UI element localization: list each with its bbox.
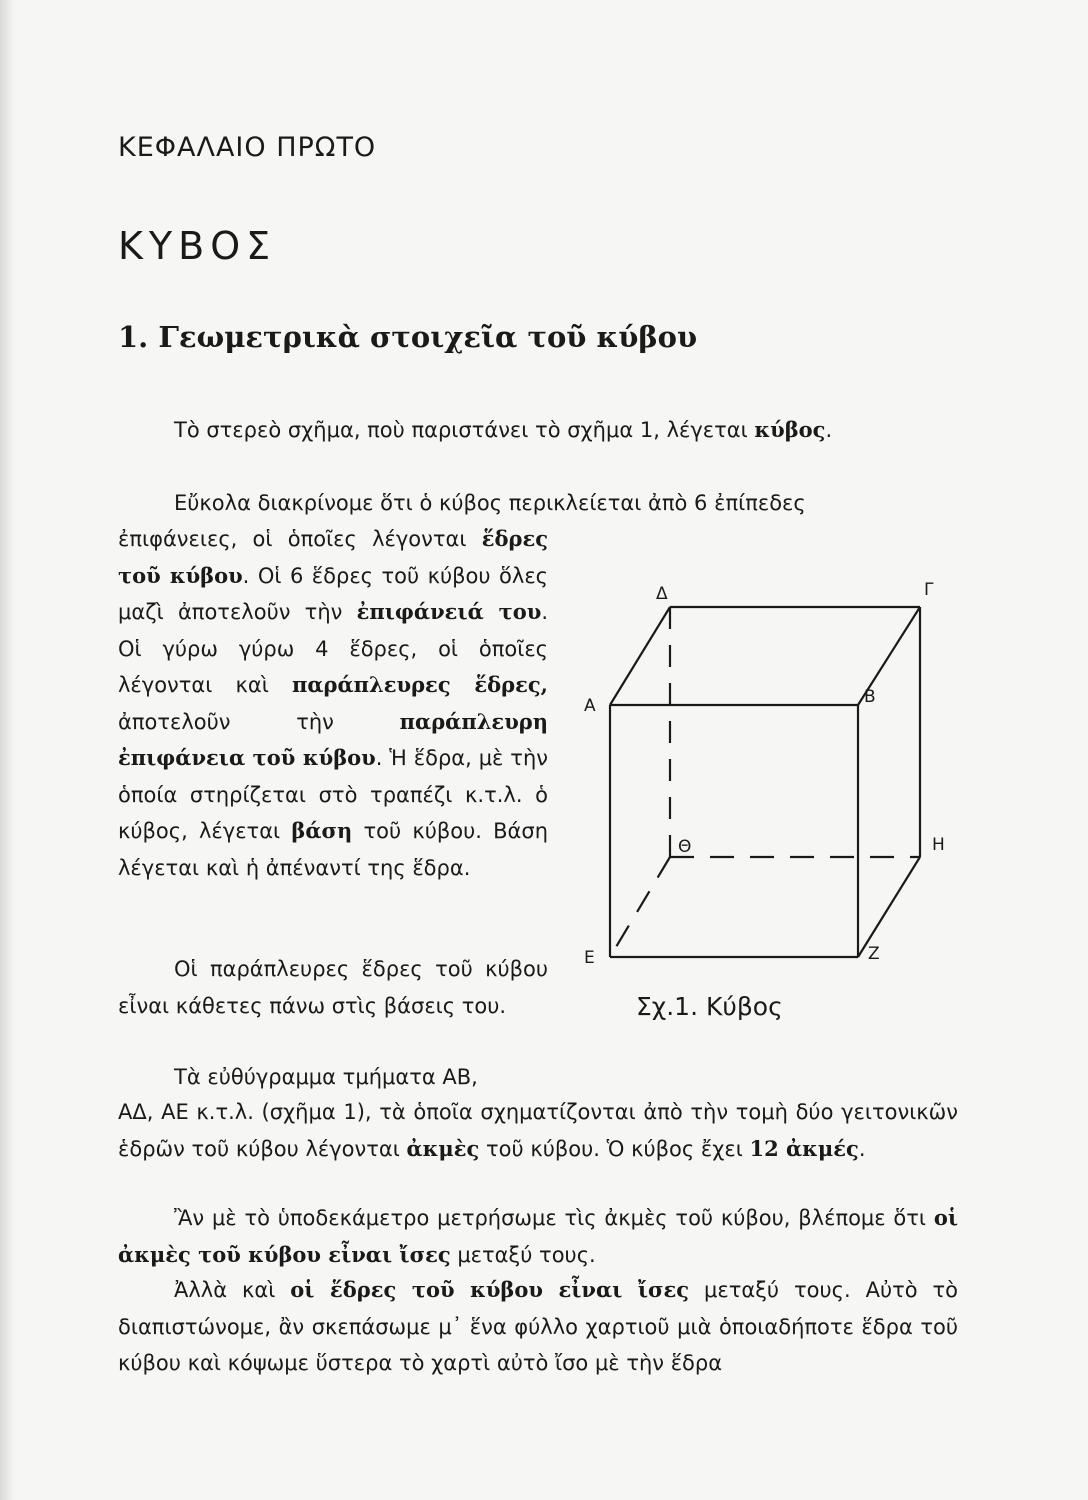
term-paraplevres-edres: παράπλευρες ἕδρες, <box>292 672 548 697</box>
paragraph-1-end: . <box>825 418 833 442</box>
chapter-title: ΚΥΒΟΣ <box>118 224 277 268</box>
paragraph-6 <box>118 1272 958 1382</box>
vertex-label-h: Η <box>932 835 945 855</box>
edge-the-hidden <box>610 857 670 957</box>
vertex-label-g: Γ <box>924 580 934 600</box>
paragraph-5-text-a: Ἂν μὲ τὸ ὑποδεκάμετρο μετρήσωμε τὶς ἀκμὲς τοῦ κύβου, βλέπομε ὅτι <box>174 1206 934 1230</box>
chapter-label: ΚΕΦΑΛΑΙΟ ΠΡΩΤΟ <box>118 132 377 163</box>
paragraph-4-text-a: ΑΔ, ΑΕ κ.τ.λ. (σχῆμα 1), τὰ ὁποῖα σχηματίζονται ἀπὸ τὴν τομὴ δύο γειτονικῶν ἑδρῶν τοῦ κύβου λέγονται <box>118 1100 958 1161</box>
vertex-label-d: Δ <box>656 584 668 604</box>
figure-caption: Σχ.1. Κύβος <box>636 992 783 1021</box>
cube-figure <box>578 575 968 975</box>
vertex-label-th: Θ <box>678 837 692 857</box>
paragraph-4-first-line: Τὰ εὐθύγραμμα τμήματα ΑΒ, <box>174 1065 478 1089</box>
term-edres-ises: οἱ ἕδρες τοῦ κύβου εἶναι ἴσες <box>290 1277 690 1302</box>
term-epifaneia: ἐπιφάνειά του <box>356 599 542 624</box>
paragraph-2 <box>118 521 548 886</box>
vertex-label-z: Ζ <box>868 944 880 964</box>
term-akmes-ises: οἱ ἀκμὲς τοῦ κύβου εἶναι ἴσες <box>118 1205 958 1267</box>
paragraph-3: Οἱ παράπλευρες ἕδρες τοῦ κύβου εἶναι κάθετες πάνω στὶς βάσεις του. <box>118 957 548 1018</box>
paragraph-4 <box>118 1094 958 1167</box>
paragraph-2-first-line: Εὔκολα διακρίνομε ὅτι ὁ κύβος περικλείεται ἀπὸ 6 ἐπίπεδες <box>174 491 806 515</box>
paragraph-6-text-a: Ἀλλὰ καὶ <box>174 1278 291 1302</box>
section-title: 1. Γεωμετρικὰ στοιχεῖα τοῦ κύβου <box>118 320 698 354</box>
vertex-label-e: Ε <box>584 948 595 968</box>
vertex-label-a: Α <box>584 696 596 716</box>
term-kyvos: κύβος <box>754 417 826 442</box>
paragraph-5-end: μεταξύ τους. <box>450 1242 596 1267</box>
paragraph-2-text-g: τοῦ κύβου. Βάση λέγεται καὶ ἡ ἀπέναντί της ἕδρα. <box>118 819 549 880</box>
paragraph-4-text-c: τοῦ κύβου. Ὁ κύβος ἔχει <box>479 1136 750 1161</box>
paragraph-2-text-d: . Οἱ γύρω γύρω 4 ἕδρες, οἱ ὁποῖες λέγονται καὶ <box>118 600 548 697</box>
paragraph-2-text-e: ἀποτελοῦν τὴν <box>118 709 400 734</box>
term-vasi: βάση <box>291 818 353 843</box>
paragraph-2-text-c: . Οἱ 6 ἕδρες τοῦ κύβου ὅλες μαζὶ ἀποτελοῦν τὴν <box>118 563 548 624</box>
paragraph-1 <box>118 412 958 449</box>
edge-hz <box>858 857 920 957</box>
term-akmes: ἀκμὲς <box>406 1135 480 1161</box>
paragraph-1-text: Τὸ στερεὸ σχῆμα, ποὺ παριστάνει τὸ σχῆμα 1, λέγεται <box>174 418 755 442</box>
paragraph-6-text-c: μεταξύ τους. Αὐτὸ τὸ διαπιστώνομε, ἂν σκεπάσωμε μ᾽ ἕνα φύλλο χαρτιοῦ μιὰ ὁποιαδήποτε ἕδρα τοῦ κύβου καὶ κόψωμε ὕστερα τὸ χαρτὶ αὐτὸ ἴσο μὲ τὴν ἕδρα <box>118 1278 959 1375</box>
paragraph-5 <box>118 1200 958 1273</box>
page-edge-shadow <box>0 0 14 1500</box>
vertex-label-b: Β <box>864 687 876 707</box>
paragraph-2-text-f: . Ἡ ἕδρα, μὲ τὴν ὁποία στηρίζεται στὸ τραπέζι κ.τ.λ. ὁ κύβος, λέγεται <box>118 746 548 843</box>
edge-ad <box>610 607 670 705</box>
term-edres: ἕδρες τοῦ κύβου <box>118 526 548 588</box>
paragraph-2-text-a: ἐπιφάνειες, οἱ ὁποῖες λέγονται <box>118 527 482 551</box>
paragraph-4-end: . <box>858 1136 866 1161</box>
term-12-akmes: 12 ἀκμές <box>749 1135 859 1161</box>
cube-diagram <box>578 575 968 975</box>
term-paraplevri-epifaneia: παράπλευρη ἐπιφάνεια τοῦ κύβου <box>118 708 548 770</box>
